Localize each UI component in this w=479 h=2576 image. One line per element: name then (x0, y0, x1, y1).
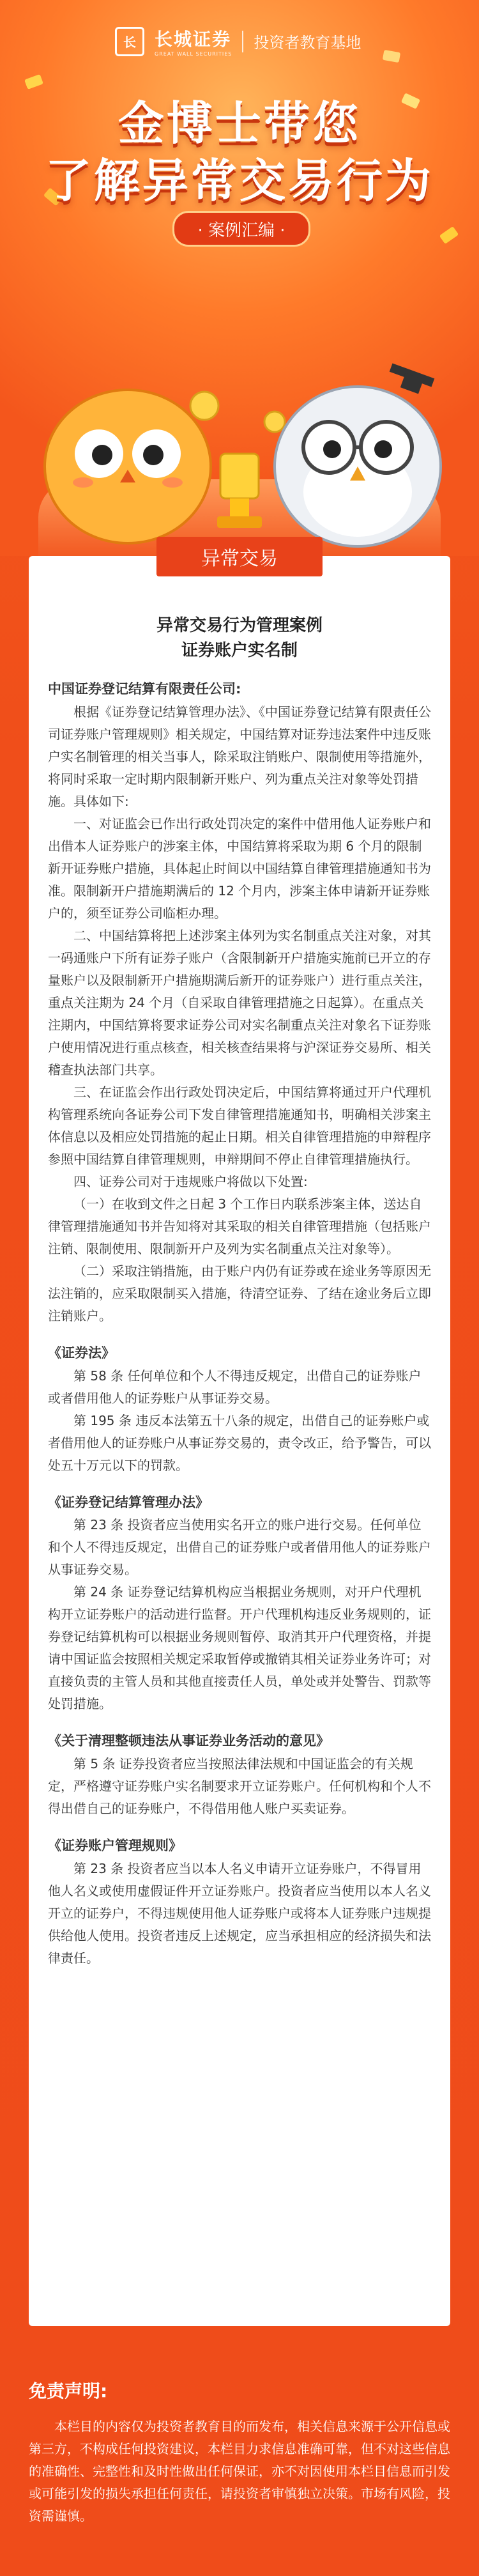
law-heading: 《证券账户管理规则》 (48, 1838, 182, 1853)
disclaimer-body: 本栏目的内容仅为投资者教育目的而发布，相关信息来源于公开信息或第三方，不构成任何投资建议，本栏目力求信息准确可靠，但不对这些信息的准确性、完整性和及时性做出任何保证，亦不对因使用本栏目信息而引发或可能引发的损失承担任何责任，请投资者审慎独立决策。市场有风险，投资需谨慎。 (29, 2419, 450, 2524)
law-paragraph: 第 23 条 投资者应当以本人名义申请开立证券账户，不得冒用他人名义或使用虚假证件开立证券账户。投资者应当使用以本人名义开立的证券户，不得违规使用他人证券账户或将本人证券账户违规提供给他人使用。投资者违反上述规定，应当承担相应的经济损失和法律责任。 (48, 1860, 431, 1966)
paragraph: 根据《证券登记结算管理办法》、《中国证券登记结算有限责任公司证券账户管理规则》相关规定，中国结算对证券违法案件中违反账户实名制管理的相关当事人，除采取注销账户、限制使用等措施外，将同时采取一定时期内限制新开账户、列为重点关注对象等处罚措施。具体如下: (48, 704, 431, 809)
subtitle-pill: · 案例汇编 · (172, 211, 310, 247)
org-heading: 中国证券登记结算有限责任公司: (48, 681, 241, 697)
mascot-illustration (0, 345, 479, 556)
article-body (48, 594, 431, 1970)
law-paragraph: 第 195 条 违反本法第五十八条的规定，出借自己的证券账户或者借用他人的证券账户从事证券交易的，责令改正，给予警告，可以处五十万元以下的罚款。 (48, 1412, 431, 1473)
law-paragraph: 第 23 条 投资者应当使用实名开立的账户进行交易。任何单位和个人不得违反规定，出借自己的证券账户或者借用他人的证券账户从事证券交易。 (48, 1517, 431, 1578)
logo-divider (242, 31, 243, 52)
brand-logo (115, 26, 361, 57)
paragraph: 三、在证监会作出行政处罚决定后，中国结算将通过开户代理机构管理系统向各证券公司下发自律管理措施通知书，明确相关涉案主体信息以及相应处罚措施的起止日期。相关自律管理措施的申辩程序参照中国结算自律管理规则，申辩期间不停止自律管理措施执行。 (48, 1084, 431, 1167)
disclaimer-title: 免责声明: (29, 2380, 108, 2402)
confetti-piece (439, 226, 459, 244)
page-title-line1: 金博士带您 (118, 96, 361, 150)
brand-english: GREAT WALL SECURITIES (155, 51, 232, 57)
article-title-line2: 证券账户实名制 (181, 641, 298, 660)
law-paragraph: 第 58 条 任何单位和个人不得违反规定，出借自己的证券账户或者借用他人的证券账户从事证券交易。 (48, 1368, 422, 1406)
article-title (48, 613, 431, 663)
brand-mark-icon: 长 (115, 27, 144, 56)
law-paragraph: 第 5 条 证券投资者应当按照法律法规和中国证监会的有关规定，严格遵守证券账户实名制要求开立证券账户。任何机构和个人不得出借自己的证券账户，不得借用他人账户买卖证券。 (48, 1756, 431, 1816)
paragraph: （二）采取注销措施，由于账户内仍有证券或在途业务等原因无法注销的，应采取限制买入措施，待清空证券、了结在途业务后立即注销账户。 (48, 1263, 431, 1323)
hero-banner (0, 0, 479, 556)
brand-name-block (155, 26, 232, 57)
law-heading: 《证券法》 (48, 1345, 115, 1361)
trophy-icon (217, 454, 262, 528)
paragraph: 二、中国结算将把上述涉案主体列为实名制重点关注对象，对其一码通账户下所有证券子账户（含限制新开户措施实施前已开立的存量账户以及限制新开户措施期满后新开的证券账户）进行重点关注，重点关注期为 24 个月（自采取自律管理措施之日起算）。在重点关注期内，中国结算将要求证券公司对实名制重点关注对象名下证券账户使用情况进行重点核查，相关核查结果将与沪深证券交易所、相关稽查执法部门共享。 (48, 927, 431, 1077)
law-paragraph: 第 24 条 证券登记结算机构应当根据业务规则，对开户代理机构开立证券账户的活动进行监督。开户代理机构违反业务规则的，证券登记结算机构可以根据业务规则暂停、取消其开户代理资格，并提请中国证监会按照相关规定采取暂停或撤销其相关证券业务许可；对直接负责的主管人员和其他直接责任人员，单处或并处警告、罚款等处罚措施。 (48, 1584, 431, 1712)
coin-icon (190, 392, 285, 432)
section-badge: 异常交易 (156, 537, 323, 576)
article-title-line1: 异常交易行为管理案例 (156, 616, 323, 635)
owl-glasses-mascot-icon (275, 363, 441, 546)
brand-name: 长城证券 (155, 29, 232, 50)
owl-mascot-icon (45, 390, 211, 543)
brand-tag: 投资者教育基地 (254, 34, 361, 52)
law-heading: 《关于清理整顿违法从事证券业务活动的意见》 (48, 1733, 330, 1749)
law-heading: 《证券登记结算管理办法》 (48, 1494, 209, 1510)
paragraph: （一）在收到文件之日起 3 个工作日内联系涉案主体，送达自律管理措施通知书并告知将对其采取的相关自律管理措施（包括账户注销、限制使用、限制新开户及列为实名制重点关注对象等）。 (48, 1196, 431, 1256)
content-card (29, 548, 450, 2326)
mascot-scene (0, 345, 479, 556)
page-title-line2: 了解异常交易行为 (45, 154, 434, 208)
paragraph: 一、对证监会已作出行政处罚决定的案件中借用他人证券账户和出借本人证券账户的涉案主体，中国结算将采取为期 6 个月的限制新开证券账户措施，具体起止时间以中国结算自律管理措施通知书为准。限制新开户措施期满后的 12 个月内，涉案主体申请新开证券账户的，须至证券公司临柜办理。 (48, 815, 431, 921)
paragraph: 四、证券公司对于违规账户将做以下处置: (73, 1173, 308, 1189)
disclaimer (29, 2377, 450, 2527)
confetti-piece (383, 50, 400, 63)
